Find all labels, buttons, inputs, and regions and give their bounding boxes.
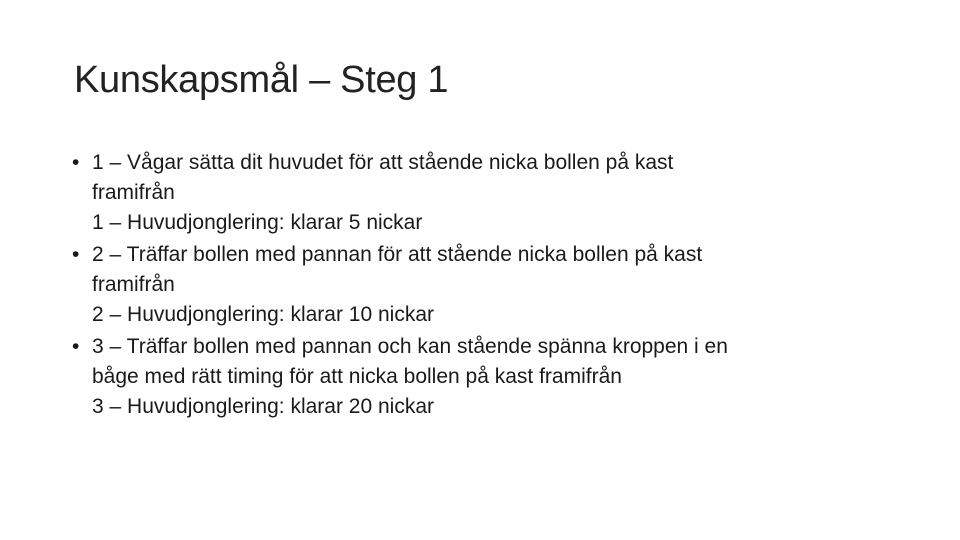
bullet-marker: • xyxy=(72,151,80,174)
bullet-3-line-1: 3 – Träffar bollen med pannan och kan stående spänna kroppen i en xyxy=(92,335,728,358)
bullet-item-1 xyxy=(72,148,892,238)
bullet-2-line-1: 2 – Träffar bollen med pannan för att stående nicka bollen på kast xyxy=(92,243,703,266)
bullet-3-line-3: 3 – Huvudjonglering: klarar 20 nickar xyxy=(92,395,435,418)
bullet-1-line-2: framifrån xyxy=(92,181,175,204)
slide-title: Kunskapsmål – Steg 1 xyxy=(74,59,449,101)
bullet-1-line-3: 1 – Huvudjonglering: klarar 5 nickar xyxy=(92,211,423,234)
bullet-2-line-2: framifrån xyxy=(92,273,175,296)
bullet-marker: • xyxy=(72,243,80,266)
bullet-item-2 xyxy=(72,240,892,330)
bullet-2-line-3: 2 – Huvudjonglering: klarar 10 nickar xyxy=(92,303,435,326)
bullet-list xyxy=(72,148,892,424)
bullet-1-line-1: 1 – Vågar sätta dit huvudet för att stående nicka bollen på kast xyxy=(92,151,674,174)
bullet-marker: • xyxy=(72,335,80,358)
bullet-3-line-2: båge med rätt timing för att nicka bollen på kast framifrån xyxy=(92,365,622,388)
bullet-item-3 xyxy=(72,332,892,422)
